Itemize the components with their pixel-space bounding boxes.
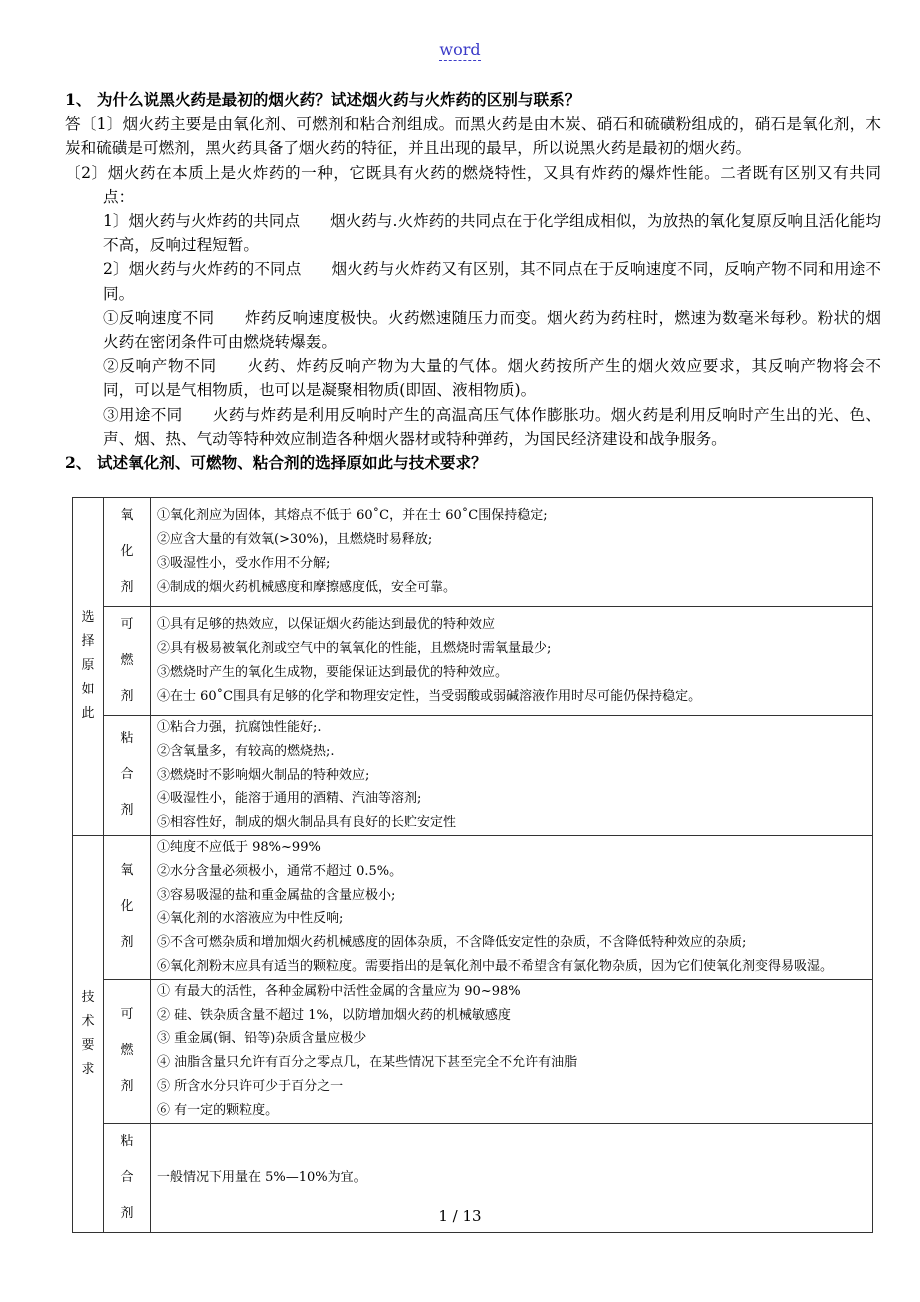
group-label-char: 术 bbox=[81, 1013, 95, 1029]
requirement-item: ② 硅、铁杂质含量不超过 1%，以防增加烟火药的机械敏感度 bbox=[157, 1007, 511, 1023]
category-label-char: 粘 bbox=[120, 1133, 134, 1149]
category-label bbox=[104, 716, 151, 836]
category-label-char: 氧 bbox=[120, 508, 134, 523]
requirement-item: ③ 重金属(铜、铅等)杂质含量应极少 bbox=[157, 1031, 367, 1047]
group-label-char: 原 bbox=[81, 658, 95, 674]
category-label-char: 氧 bbox=[120, 863, 134, 879]
group-label-char: 技 bbox=[81, 989, 95, 1005]
item-text: 火药、炸药反响产物为大量的气体。烟火药按所产生的烟火效应要求，其反响产物将会不同，可以是气相物质，也可以是凝聚相物质(即固、液相物质)。 bbox=[103, 357, 881, 400]
item-text: 火药与炸药是利用反响时产生的高温高压气体作膨胀功。烟火药是利用反响时产生出的光、色、声、烟、热、气动等特种效应制造各种烟火器材或特种弹药，为国民经济建设和战争服务。 bbox=[103, 405, 881, 448]
category-label-char: 合 bbox=[120, 767, 134, 783]
requirement-item: ④在士 60˚C围具有足够的化学和物理安定性，当受弱酸或弱碱溶液作用时尽可能仍保持稳定。 bbox=[157, 688, 702, 704]
requirements-cell bbox=[151, 607, 873, 716]
requirement-item: ②含氧量多，有较高的燃烧热;. bbox=[157, 743, 335, 759]
item-label: ②反响产物不同 bbox=[103, 357, 217, 376]
requirement-item: ④氧化剂的水溶液应为中性反响; bbox=[157, 911, 344, 927]
difference-item bbox=[65, 306, 881, 354]
table-row bbox=[73, 979, 873, 1123]
category-label-char: 化 bbox=[120, 899, 134, 915]
group-label-char: 择 bbox=[81, 634, 95, 650]
requirement-item: ③燃烧时产生的氧化生成物，要能保证达到最优的特种效应。 bbox=[157, 665, 509, 680]
group-label-char: 如 bbox=[81, 682, 95, 698]
group-label-char: 选 bbox=[81, 610, 95, 626]
requirement-item: ⑥ 有一定的颗粒度。 bbox=[157, 1102, 279, 1118]
requirement-item: ①纯度不应低于 98%~99% bbox=[157, 839, 321, 855]
common-text: 烟火药与.火炸药的共同点在于化学组成相似，为放热的氧化复原反响且活化能均不高，反响过程短暂。 bbox=[103, 212, 881, 255]
group-label bbox=[73, 835, 104, 1232]
category-label-char: 剂 bbox=[120, 1205, 134, 1221]
category-label-char: 剂 bbox=[120, 580, 134, 595]
page-header bbox=[0, 40, 920, 59]
requirement-item: ③吸湿性小，受水作用不分解; bbox=[157, 556, 331, 571]
category-label-char: 剂 bbox=[120, 935, 134, 951]
item-label: ③用途不同 bbox=[103, 405, 183, 424]
category-label-char: 剂 bbox=[120, 803, 134, 819]
item-label: ①反响速度不同 bbox=[103, 308, 215, 327]
requirements-table bbox=[72, 497, 873, 1233]
requirement-item: ⑤相容性好，制成的烟火制品具有良好的长贮安定性 bbox=[157, 815, 457, 831]
category-label-char: 可 bbox=[120, 1007, 134, 1023]
requirement-item: ⑤ 所含水分只许可少于百分之一 bbox=[157, 1078, 344, 1094]
category-label-char: 剂 bbox=[120, 1079, 134, 1095]
table-row bbox=[73, 716, 873, 836]
category-label-char: 化 bbox=[120, 544, 134, 559]
category-label-char: 可 bbox=[120, 617, 134, 632]
category-label-char: 剂 bbox=[120, 689, 134, 704]
question-2-title: 2、 试述氧化剂、可燃物、粘合剂的选择原如此与技术要求？ bbox=[65, 453, 487, 473]
requirements-cell bbox=[151, 979, 873, 1123]
requirement-item: ① 有最大的活性，各种金属粉中活性金属的含量应为 90~98% bbox=[157, 983, 521, 999]
group-label-char: 求 bbox=[81, 1061, 95, 1077]
category-label-char: 粘 bbox=[120, 731, 134, 747]
difference-points bbox=[65, 257, 881, 305]
category-label-char: 合 bbox=[120, 1169, 134, 1185]
difference-item bbox=[65, 354, 881, 402]
requirement-item: ①氧化剂应为固体，其熔点不低于 60˚C，并在士 60˚C围保持稳定; bbox=[157, 508, 548, 524]
category-label-char: 燃 bbox=[120, 653, 134, 668]
requirement-item: ④吸湿性小，能溶于通用的酒精、汽油等溶剂; bbox=[157, 791, 422, 807]
requirement-item: ③容易吸湿的盐和重金属盐的含量应极小; bbox=[157, 887, 396, 903]
category-label bbox=[104, 607, 151, 716]
requirement-item: ①具有足够的热效应，以保证烟火药能达到最优的特种效应 bbox=[157, 617, 496, 633]
requirement-item: ⑥氧化剂粉末应具有适当的颗粒度。需要指出的是氧化剂中最不希望含有氯化物杂质，因为它们使氧化剂变得易吸湿。 bbox=[157, 958, 834, 974]
difference-item bbox=[65, 403, 881, 451]
diff-text: 烟火药与火炸药又有区别，其不同点在于反响速度不同，反响产物不同和用途不同。 bbox=[103, 260, 881, 303]
table-row bbox=[73, 498, 873, 607]
requirement-item: ①粘合力强，抗腐蚀性能好;. bbox=[157, 720, 322, 735]
requirement-item: ⑤不含可燃杂质和增加烟火药机械感度的固体杂质，不含降低安定性的杂质，不含降低特种效应的杂质; bbox=[157, 935, 747, 951]
document-body bbox=[65, 88, 881, 475]
category-label bbox=[104, 498, 151, 607]
item-text: 炸药反响速度极快。火药燃速随压力而变。烟火药为药柱时，燃速为数毫米每秒。粉状的烟火药在密闭条件可由燃烧转爆轰。 bbox=[103, 308, 881, 352]
table-row bbox=[73, 835, 873, 979]
requirement-item: ④制成的烟火药机械感度和摩擦感度低，安全可靠。 bbox=[157, 579, 457, 595]
requirement-item: ②应含大量的有效氧(>30%)，且燃烧时易释放; bbox=[157, 532, 433, 548]
requirement-item: ④ 油脂含量只允许有百分之零点几，在某些情况下甚至完全不允许有油脂 bbox=[157, 1055, 578, 1071]
answer-1-part-2: 〔2〕烟火药在本质上是火炸药的一种，它既具有火药的燃烧特性，又具有炸药的爆炸性能。二者既有区别又有共同点： bbox=[65, 163, 881, 206]
common-points bbox=[65, 209, 881, 257]
answer-1-part-1: 答〔1〕烟火药主要是由氧化剂、可燃剂和粘合剂组成。而黑火药是由木炭、硝石和硫磺粉组成的，硝石是氧化剂，木炭和硫磺是可燃剂，黑火药具备了烟火药的特征，并且出现的最早，所以说黑火药是最初的烟火药。 bbox=[65, 115, 881, 158]
category-label-char: 燃 bbox=[120, 1043, 134, 1059]
page-number: 1 / 13 bbox=[438, 1207, 482, 1225]
requirements-cell bbox=[151, 498, 873, 607]
category-label bbox=[104, 835, 151, 979]
requirements-cell bbox=[151, 716, 873, 836]
requirement-item: ②具有极易被氧化剂或空气中的氧氧化的性能，且燃烧时需氧量最少; bbox=[157, 641, 552, 657]
requirements-cell bbox=[151, 835, 873, 979]
group-label-char: 此 bbox=[81, 706, 95, 722]
requirement-item: 一般情况下用量在 5%—10%为宜。 bbox=[157, 1169, 367, 1185]
question-1-title: 1、 为什么说黑火药是最初的烟火药？试述烟火药与火炸药的区别与联系？ bbox=[65, 90, 581, 109]
header-title[interactable]: word bbox=[439, 40, 481, 59]
category-label bbox=[104, 979, 151, 1123]
table-row bbox=[73, 607, 873, 716]
requirement-item: ③燃烧时不影响烟火制品的特种效应; bbox=[157, 767, 370, 783]
diff-label: 2〕烟火药与火炸药的不同点 bbox=[103, 260, 302, 279]
common-label: 1〕烟火药与火炸药的共同点 bbox=[103, 212, 301, 231]
group-label bbox=[73, 498, 104, 836]
requirement-item: ②水分含量必须极小，通常不超过 0.5%。 bbox=[157, 863, 403, 879]
group-label-char: 要 bbox=[81, 1037, 95, 1053]
